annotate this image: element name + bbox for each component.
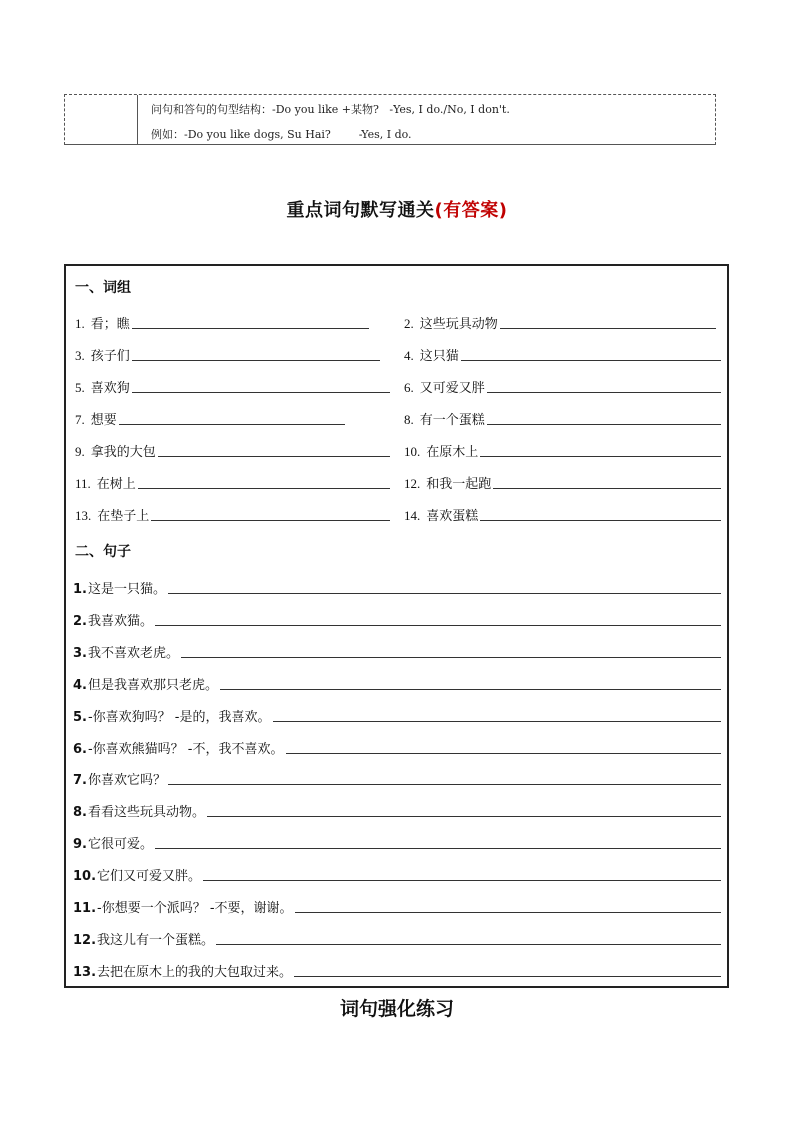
phrase-item[interactable]: 2. 这些玩具动物 (404, 312, 716, 332)
answer-line[interactable] (155, 847, 721, 849)
sentence-item[interactable]: 7. 你喜欢它吗？ (73, 768, 721, 788)
grammar-note-table (64, 94, 716, 145)
answer-line[interactable] (220, 688, 721, 690)
phrase-item[interactable]: 13. 在垫子上 (75, 504, 390, 524)
sentence-item[interactable]: 13. 去把在原木上的我的大包取过来。 (73, 960, 721, 980)
sentence-item[interactable]: 8. 看看这些玩具动物。 (73, 800, 721, 820)
exercise-box (64, 264, 729, 988)
answer-line[interactable] (294, 975, 721, 977)
answer-line[interactable] (155, 624, 721, 626)
phrase-item[interactable]: 3. 孩子们 (75, 344, 380, 364)
phrase-item[interactable]: 11. 在树上 (75, 472, 390, 492)
example-line: 例如：-Do you like dogs, Su Hai? -Yes, I do. (151, 128, 412, 141)
phrase-item[interactable]: 4. 这只猫 (404, 344, 721, 364)
answer-line[interactable] (487, 391, 721, 393)
answer-line[interactable] (132, 327, 369, 329)
phrase-item[interactable]: 14. 喜欢蛋糕 (404, 504, 721, 524)
sentence-item[interactable]: 11. -你想要一个派吗？ -不要，谢谢。 (73, 896, 721, 916)
phrase-item[interactable]: 1. 看；瞧 (75, 312, 369, 332)
section-title-main: 重点词句默写通关 (286, 200, 435, 221)
sentence-item[interactable]: 4. 但是我喜欢那只老虎。 (73, 673, 721, 693)
phrase-item[interactable]: 12. 和我一起跑 (404, 472, 721, 492)
answer-line[interactable] (132, 359, 380, 361)
phrases-heading: 一、词组 (75, 280, 131, 296)
answer-line[interactable] (493, 487, 721, 489)
phrase-item[interactable]: 8. 有一个蛋糕 (404, 408, 721, 428)
answer-line[interactable] (286, 752, 722, 754)
answer-line[interactable] (119, 423, 345, 425)
sentence-item[interactable]: 5. -你喜欢狗吗？ -是的，我喜欢。 (73, 705, 721, 725)
answer-line[interactable] (500, 327, 716, 329)
answer-line[interactable] (480, 519, 721, 521)
sentence-item[interactable]: 2. 我喜欢猫。 (73, 609, 721, 629)
phrase-item[interactable]: 9. 拿我的大包 (75, 440, 390, 460)
sentence-item[interactable]: 10. 它们又可爱又胖。 (73, 864, 721, 884)
sentences-heading: 二、句子 (75, 544, 131, 560)
answer-line[interactable] (151, 519, 390, 521)
phrase-item[interactable]: 5. 喜欢狗 (75, 376, 390, 396)
answer-line[interactable] (158, 455, 390, 457)
answer-line[interactable] (480, 455, 721, 457)
sentence-item[interactable]: 9. 它很可爱。 (73, 832, 721, 852)
answer-line[interactable] (138, 487, 390, 489)
answer-line[interactable] (132, 391, 390, 393)
pattern-line: 问句和答句的句型结构：-Do you like +某物? -Yes, I do./No, I don't. (151, 103, 510, 116)
answer-line[interactable] (487, 423, 721, 425)
sentence-item[interactable]: 1. 这是一只猫。 (73, 577, 721, 597)
answer-note: (有答案) (434, 200, 508, 221)
answer-line[interactable] (461, 359, 721, 361)
answer-line[interactable] (181, 656, 721, 658)
sentence-item[interactable]: 3. 我不喜欢老虎。 (73, 641, 721, 661)
phrase-item[interactable]: 10. 在原木上 (404, 440, 721, 460)
answer-line[interactable] (216, 943, 721, 945)
answer-line[interactable] (168, 592, 721, 594)
footer-title: 词句强化练习 (339, 998, 454, 1020)
answer-line[interactable] (273, 720, 722, 722)
phrase-item[interactable]: 7. 想要 (75, 408, 345, 428)
sentence-item[interactable]: 12. 我这儿有一个蛋糕。 (73, 928, 721, 948)
answer-line[interactable] (207, 815, 721, 817)
answer-line[interactable] (168, 783, 721, 785)
phrase-item[interactable]: 6. 又可爱又胖 (404, 376, 721, 396)
table-divider (137, 95, 138, 144)
sentence-item[interactable]: 6. -你喜欢熊猫吗？ -不，我不喜欢。 (73, 737, 721, 757)
answer-line[interactable] (203, 879, 721, 881)
section-title (0, 196, 794, 222)
answer-line[interactable] (295, 911, 721, 913)
